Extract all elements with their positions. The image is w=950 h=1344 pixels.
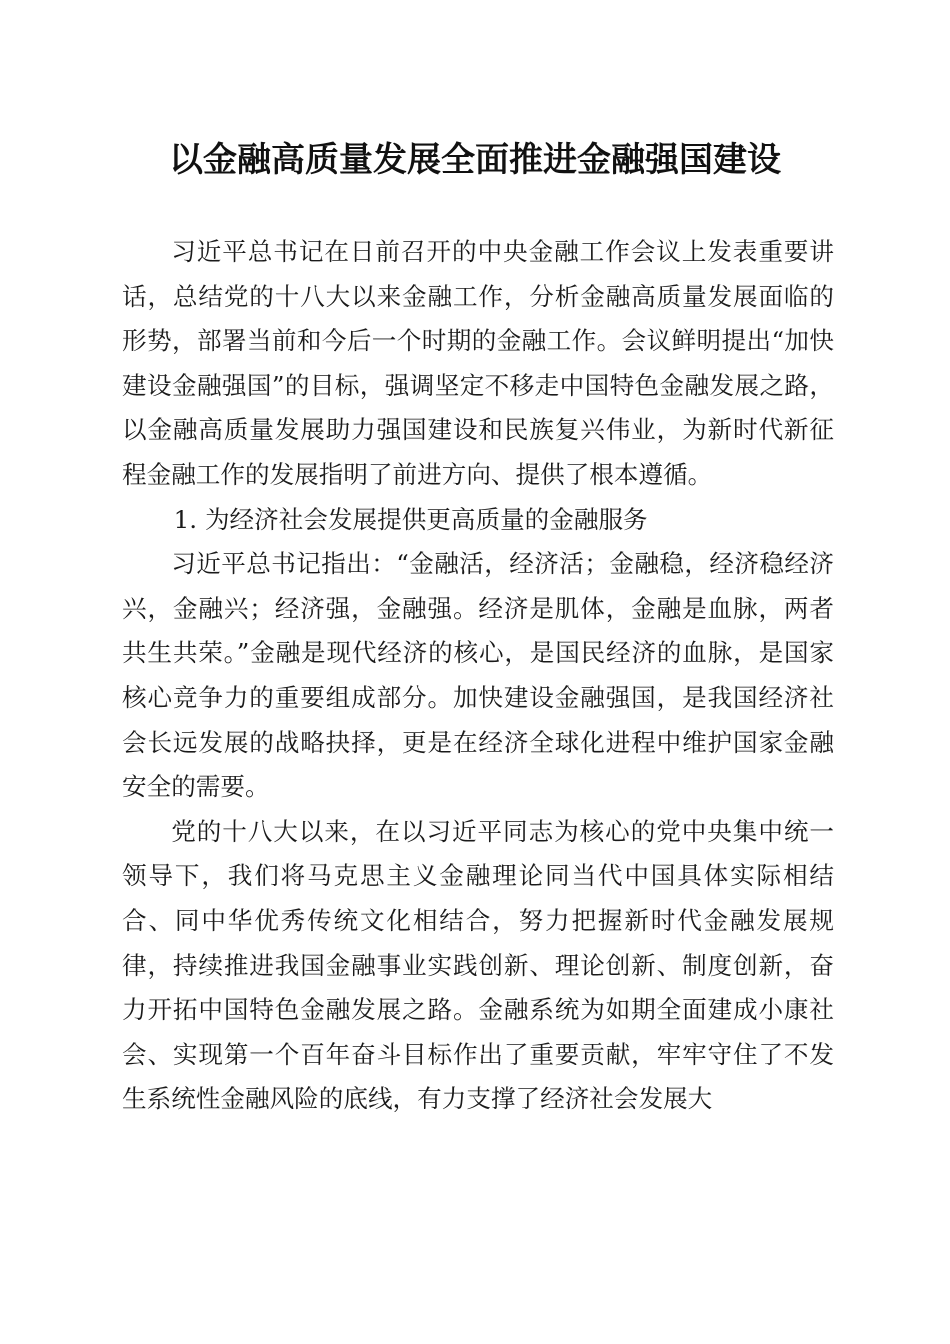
section-heading-1: 1. 为经济社会发展提供更高质量的金融服务: [173, 504, 648, 534]
paragraph-since-18th-congress: 党的十八大以来，在以习近平同志为核心的党中央集中统一领导下，我们将马克思主义金融理论同当代中国具体实际相结合、同中华优秀传统文化相结合，努力把握新时代金融发展规律，持续推进我国金融事业实践创新、理论创新、制度创新，奋力开拓中国特色金融发展之路。金融系统为如期全面建成小康社会、实现第一个百年奋斗目标作出了重要贡献，牢牢守住了不发生系统性金融风险的底线，有力支撑了经济社会发展大: [122, 816, 834, 1114]
document-title: 以金融高质量发展全面推进金融强国建设: [169, 140, 781, 180]
paragraph-quote: 习近平总书记指出：“金融活，经济活；金融稳，经济稳经济兴，金融兴；经济强，金融强。经济是肌体，金融是血脉，两者共生共荣。”金融是现代经济的核心，是国民经济的血脉，是国家核心竞争力的重要组成部分。加快建设金融强国，是我国经济社会长远发展的战略抉择，更是在经济全球化进程中维护国家金融安全的需要。: [122, 549, 834, 802]
paragraph-intro: 习近平总书记在日前召开的中央金融工作会议上发表重要讲话，总结党的十八大以来金融工作，分析金融高质量发展面临的形势，部署当前和今后一个时期的金融工作。会议鲜明提出“加快建设金融强国”的目标，强调坚定不移走中国特色金融发展之路，以金融高质量发展助力强国建设和民族复兴伟业，为新时代新征程金融工作的发展指明了前进方向、提供了根本遵循。: [122, 237, 834, 489]
document-body: [122, 230, 834, 1122]
